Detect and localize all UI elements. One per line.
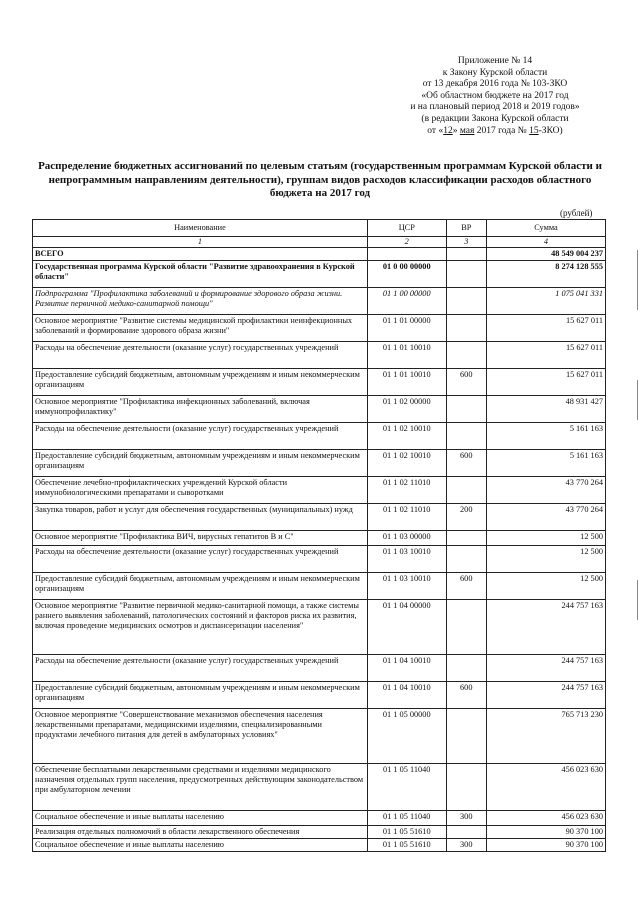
cell-sum: 12 500 [486,546,605,573]
cell-vr [446,477,486,504]
table-row [33,342,606,369]
table-row [33,826,606,839]
cell-vr [446,764,486,811]
cell-csr: 01 1 01 00000 [367,315,446,342]
cell-csr: 01 1 04 00000 [367,600,446,655]
table-row [33,531,606,546]
law-number: 15 [529,125,539,136]
date-mid: » [452,125,460,136]
cell-name: ВСЕГО [33,248,368,261]
table-row [33,423,606,450]
cell-vr [446,655,486,682]
cell-name: Основное мероприятие "Развитие первичной медико-санитарной помощи, а также системы раннего выявления заболеваний, патологических состояний и факторов риска их развития, включая проведение медицинских осмотров и диспансеризации населения" [33,600,368,655]
table-row [33,839,606,852]
cell-name: Реализация отдельных полномочий в области лекарственного обеспечения [33,826,368,839]
cell-vr [446,600,486,655]
cell-name: Обеспечение бесплатными лекарственными средствами и изделиями медицинского назначения отдельных групп населения, предусмотренных действующим законодательством при амбулаторном лечении [33,764,368,811]
cell-name: Предоставление субсидий бюджетным, автономным учреждениям и иным некоммерческим организациям [33,573,368,600]
cell-sum: 8 274 128 555 [486,261,605,288]
cell-csr: 01 0 00 00000 [367,261,446,288]
cell-csr: 01 1 03 00000 [367,531,446,546]
cell-vr [446,315,486,342]
cell-sum: 244 757 163 [486,682,605,709]
cell-vr [446,531,486,546]
units-label: (рублей) [560,208,593,218]
cell-sum: 456 023 630 [486,764,605,811]
table-row [33,248,606,261]
document-title: Распределение бюджетных ассигнований по целевым статьям (государственным программам Курской области и непрограммным направлениям деятельности), группам видов расходов классификации расходов областного бюджета на 2017 год [38,160,602,199]
cell-csr [367,248,446,261]
header-csr: ЦСР [367,220,446,237]
cell-csr: 01 1 04 10010 [367,682,446,709]
table-row [33,655,606,682]
cell-name: Государственная программа Курской области "Развитие здравоохранения в Курской области" [33,261,368,288]
cell-name: Социальное обеспечение и иные выплаты населению [33,839,368,852]
cell-csr: 01 1 00 00000 [367,288,446,315]
column-number: 1 [33,237,368,248]
cell-name: Закупка товаров, работ и услуг для обеспечения государственных (муниципальных) нужд [33,504,368,531]
date-suffix: -ЗКО) [538,125,563,136]
cell-csr: 01 1 03 10010 [367,546,446,573]
cell-name: Расходы на обеспечение деятельности (оказание услуг) государственных учреждений [33,655,368,682]
table-row [33,315,606,342]
annex-line: Приложение № 14 [457,56,533,66]
cell-name: Подпрограмма "Профилактика заболеваний и формирование здорового образа жизни. Развитие первичной медико-санитарной помощи" [33,288,368,315]
cell-name: Расходы на обеспечение деятельности (оказание услуг) государственных учреждений [33,342,368,369]
table-row [33,261,606,288]
cell-vr: 200 [446,504,486,531]
cell-vr [446,261,486,288]
table-row [33,573,606,600]
cell-csr: 01 1 03 10010 [367,573,446,600]
cell-sum: 244 757 163 [486,600,605,655]
table-row [33,450,606,477]
table-row [33,764,606,811]
cell-name: Предоставление субсидий бюджетным, автономным учреждениям и иным некоммерческим организациям [33,450,368,477]
cell-sum: 765 713 230 [486,709,605,764]
header-name: Наименование [33,220,368,237]
cell-vr: 600 [446,573,486,600]
table-row [33,546,606,573]
cell-vr: 600 [446,682,486,709]
cell-sum: 244 757 163 [486,655,605,682]
cell-vr [446,546,486,573]
cell-sum: 48 549 004 237 [486,248,605,261]
scan-edge-mark [637,250,638,310]
cell-vr: 300 [446,839,486,852]
cell-vr [446,709,486,764]
column-number: 4 [486,237,605,248]
cell-sum: 43 770 264 [486,477,605,504]
cell-csr: 01 1 02 10010 [367,450,446,477]
cell-sum: 456 023 630 [486,811,605,826]
cell-csr: 01 1 05 51610 [367,826,446,839]
cell-sum: 90 370 100 [486,826,605,839]
cell-csr: 01 1 05 11040 [367,764,446,811]
cell-vr: 600 [446,369,486,396]
cell-sum: 15 627 011 [486,369,605,396]
cell-csr: 01 1 02 10010 [367,423,446,450]
annex-line: от 13 декабря 2016 года № 103-ЗКО [422,79,568,90]
cell-vr [446,342,486,369]
cell-vr [446,423,486,450]
cell-csr: 01 1 02 00000 [367,396,446,423]
date-day: 12 [443,125,453,136]
cell-name: Предоставление субсидий бюджетным, автономным учреждениям и иным некоммерческим организациям [33,682,368,709]
cell-name: Основное мероприятие "Профилактика инфекционных заболеваний, включая иммунопрофилактику" [33,396,368,423]
cell-csr: 01 1 02 11010 [367,504,446,531]
date-year: 2017 года № [474,125,530,136]
cell-sum: 12 500 [486,573,605,600]
cell-name: Основное мероприятие "Профилактика ВИЧ, вирусных гепатитов В и С" [33,531,368,546]
cell-vr [446,288,486,315]
table-row [33,811,606,826]
cell-name: Расходы на обеспечение деятельности (оказание услуг) государственных учреждений [33,546,368,573]
cell-sum: 43 770 264 [486,504,605,531]
table-row [33,682,606,709]
cell-name: Предоставление субсидий бюджетным, автономным учреждениям и иным некоммерческим организациям [33,369,368,396]
budget-table [32,219,606,852]
table-row [33,477,606,504]
cell-csr: 01 1 01 10010 [367,369,446,396]
table-row [33,288,606,315]
annex-line: и на плановый период 2018 и 2019 годов» [410,102,580,113]
cell-name: Социальное обеспечение и иные выплаты населению [33,811,368,826]
table-row [33,396,606,423]
annex-line: к Закону Курской области [442,67,548,78]
scan-edge-mark [637,380,638,420]
cell-vr [446,396,486,423]
table-header-row [33,220,606,237]
cell-vr: 300 [446,811,486,826]
annex-line: (в редакции Закона Курской области [421,113,569,124]
cell-csr: 01 1 04 10010 [367,655,446,682]
scan-edge-mark [637,580,638,620]
cell-sum: 48 931 427 [486,396,605,423]
cell-sum: 15 627 011 [486,315,605,342]
cell-vr [446,826,486,839]
column-number: 2 [367,237,446,248]
cell-name: Основное мероприятие "Совершенствование механизмов обеспечения населения лекарственными препаратами, медицинскими изделиями, специализированными продуктами лечебного питания для детей в амбулаторных условиях" [33,709,368,764]
cell-sum: 90 370 100 [486,839,605,852]
header-sum: Сумма [486,220,605,237]
annex-line: «Об областном бюджете на 2017 год [421,90,569,101]
cell-sum: 5 161 163 [486,423,605,450]
cell-sum: 15 627 011 [486,342,605,369]
cell-csr: 01 1 01 10010 [367,342,446,369]
cell-vr: 600 [446,450,486,477]
cell-name: Обеспечение лечебно-профилактических учреждений Курской области иммунобиологическими препаратами и сыворотками [33,477,368,504]
date-prefix: от « [427,125,444,136]
date-month: мая [459,125,475,136]
column-number: 3 [446,237,486,248]
header-vr: ВР [446,220,486,237]
annex-line-date [380,126,610,138]
cell-sum: 1 075 041 331 [486,288,605,315]
column-number-row [33,237,606,248]
cell-csr: 01 1 05 11040 [367,811,446,826]
annex-header [380,56,610,137]
cell-name: Расходы на обеспечение деятельности (оказание услуг) государственных учреждений [33,423,368,450]
cell-csr: 01 1 05 00000 [367,709,446,764]
table-row [33,600,606,655]
table-body [33,248,606,852]
table-row [33,369,606,396]
cell-csr: 01 1 02 11010 [367,477,446,504]
cell-sum: 5 161 163 [486,450,605,477]
cell-name: Основное мероприятие "Развитие системы медицинской профилактики неинфекционных заболеваний и формирование здорового образа жизни" [33,315,368,342]
table-row [33,709,606,764]
cell-sum: 12 500 [486,531,605,546]
table-row [33,504,606,531]
cell-vr [446,248,486,261]
cell-csr: 01 1 05 51610 [367,839,446,852]
